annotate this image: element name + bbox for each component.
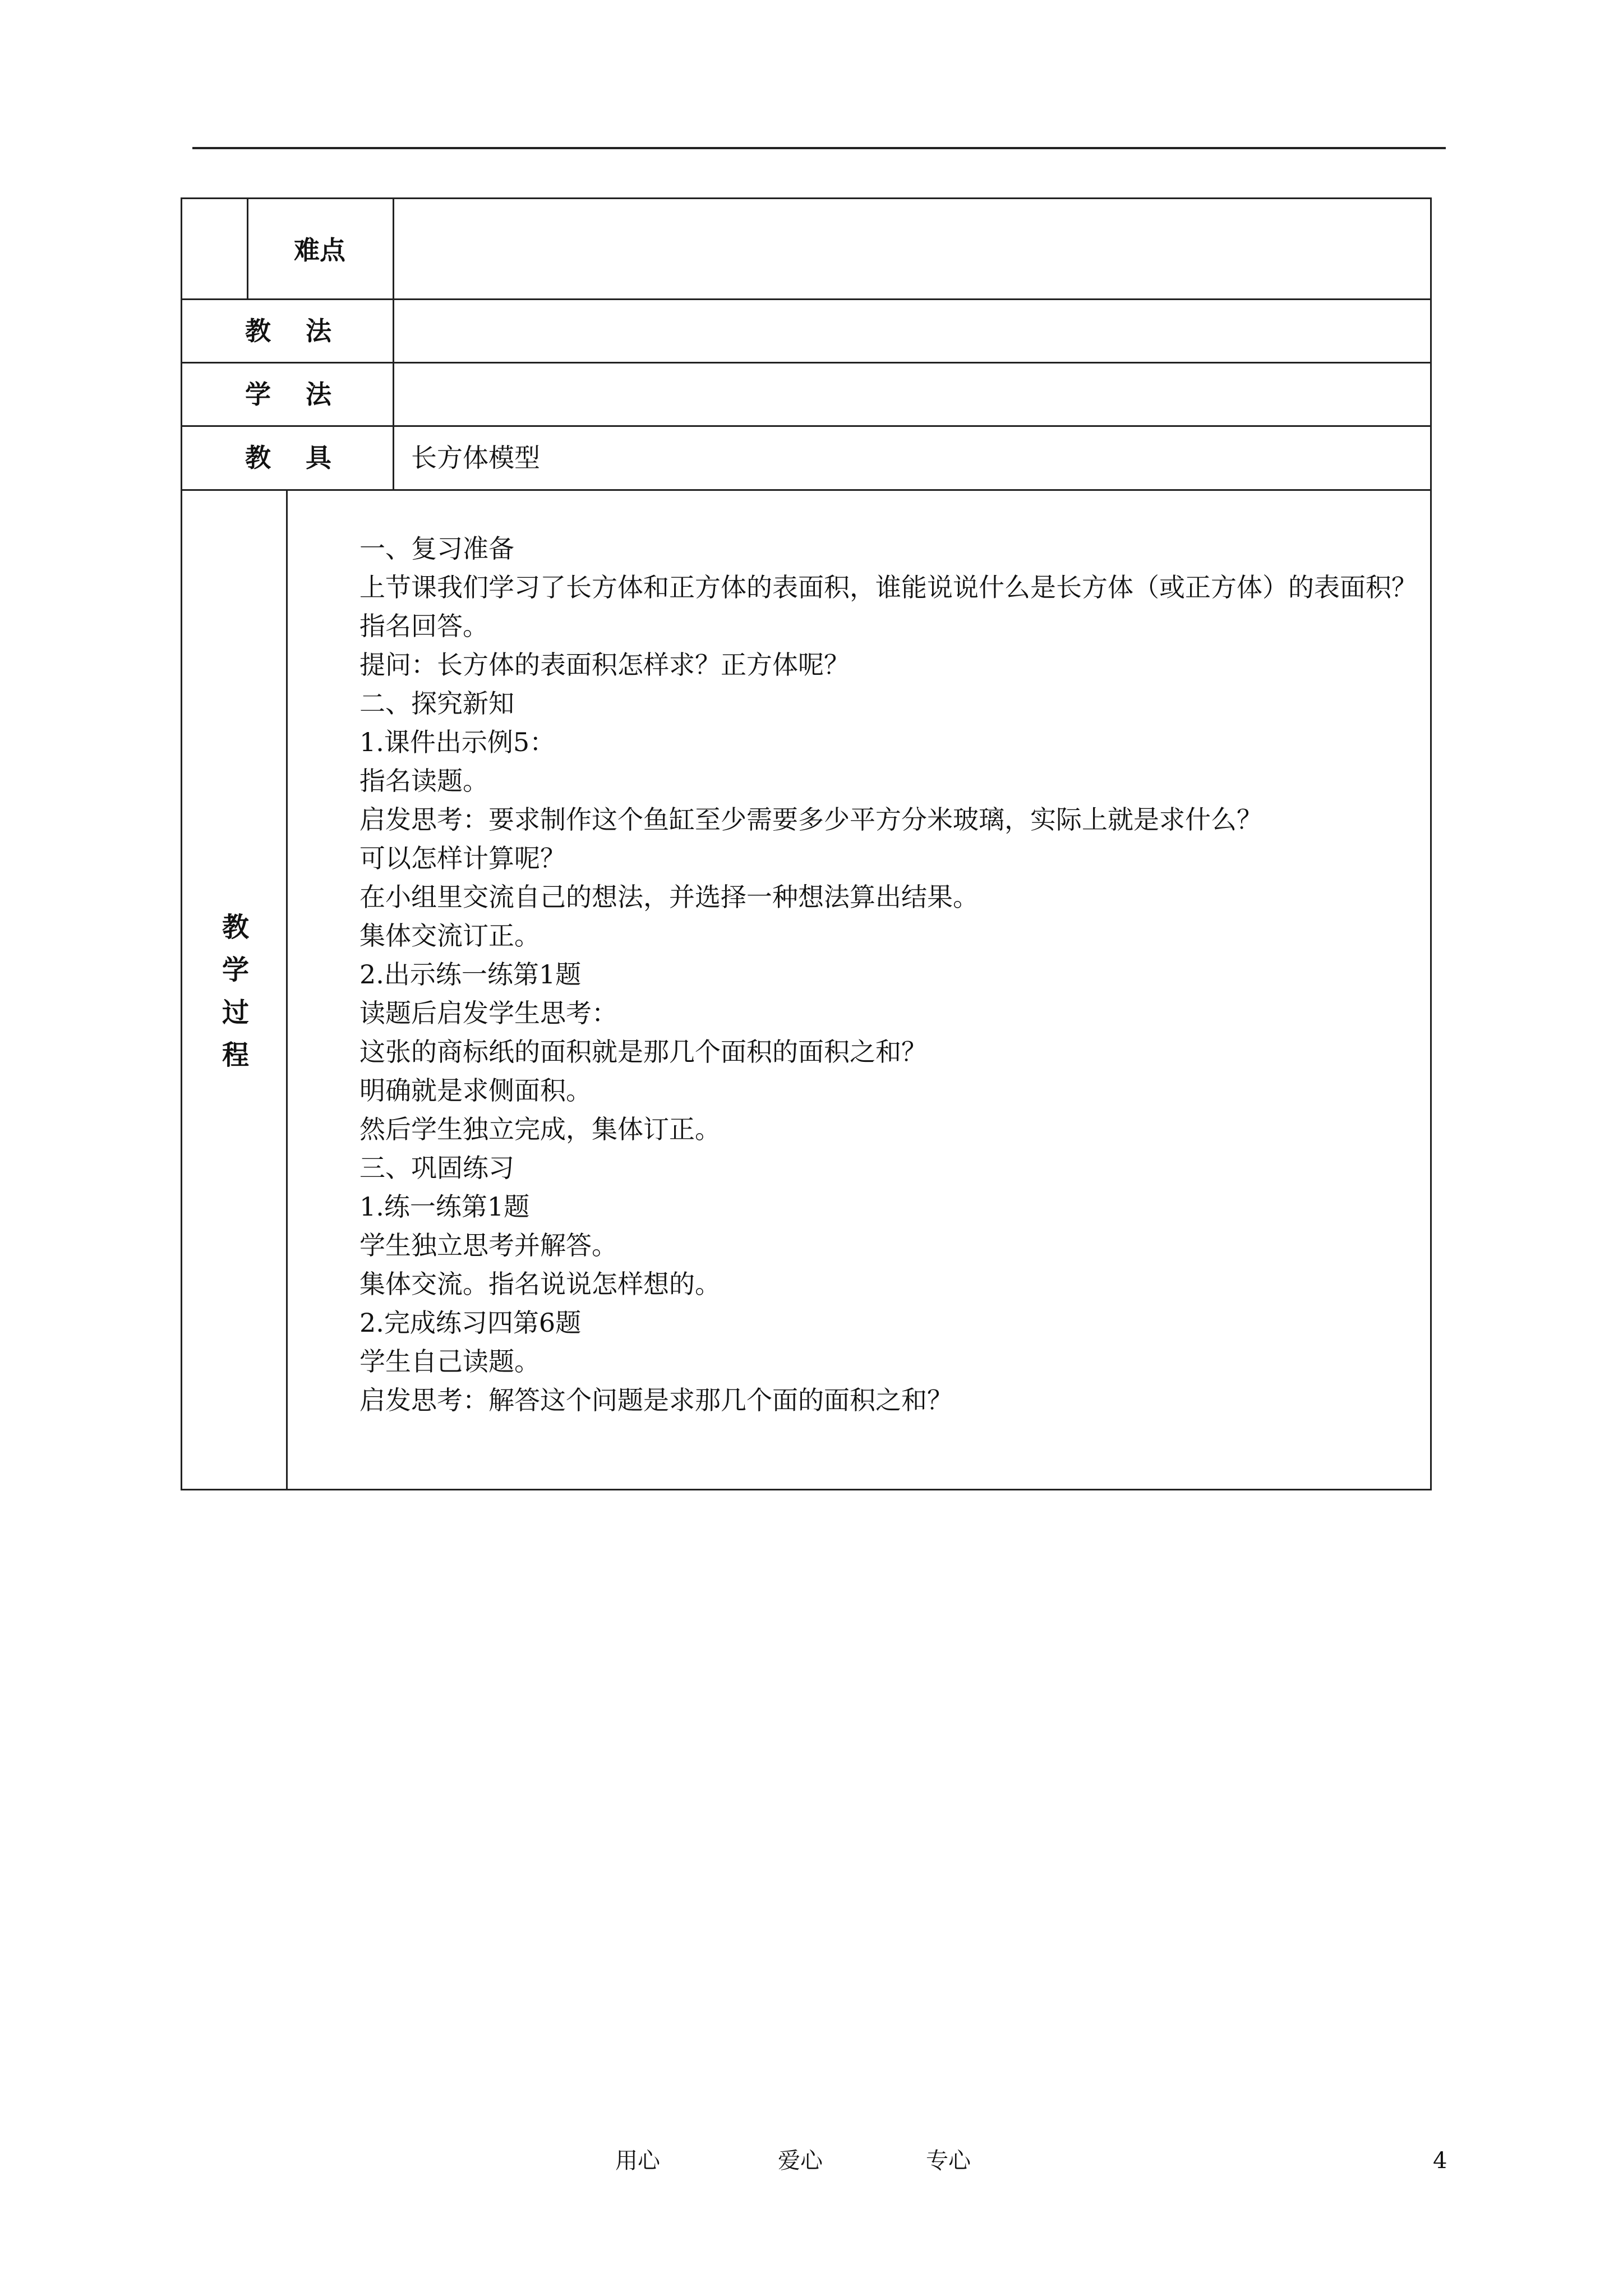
process-line: 可以怎样计算呢？ [359,843,566,873]
teaching-method-label: 教法 [245,316,366,346]
teaching-process-label [219,906,252,1076]
learning-method-label: 学法 [245,379,366,409]
process-line: 2.完成练习四第6题 [359,1308,582,1338]
process-line: 一、复习准备 [359,533,514,564]
difficulty-label: 难点 [294,235,345,265]
footer-motto-1: 用心 [615,2148,660,2174]
process-line: 提问：长方体的表面积怎样求？正方体呢？ [359,650,850,680]
process-label-char: 教 [222,912,249,943]
process-line: 启发思考：要求制作这个鱼缸至少需要多少平方分米玻璃，实际上就是求什么？ [359,804,1262,835]
process-line: 三、巩固练习 [359,1153,514,1183]
row-divider [181,298,1432,300]
process-line: 二、探究新知 [359,688,514,719]
teaching-aids-label: 教具 [245,443,366,473]
process-label-char: 过 [222,997,249,1028]
process-line: 上节课我们学习了长方体和正方体的表面积，谁能说说什么是长方体（或正方体）的表面积？ [359,572,1417,602]
column-divider [286,489,288,1490]
process-line: 在小组里交流自己的想法，并选择一种想法算出结果。 [359,882,979,912]
process-line: 集体交流。指名说说怎样想的。 [359,1269,721,1299]
process-line: 2.出示练一练第1题 [359,959,582,990]
header-rule [192,147,1446,149]
process-line: 学生独立思考并解答。 [359,1230,617,1260]
row-divider [181,362,1432,364]
process-line: 启发思考：解答这个问题是求那几个面的面积之和？ [359,1385,953,1415]
row-divider [181,489,1432,491]
process-line: 明确就是求侧面积。 [359,1075,592,1106]
teaching-process-content [302,530,1418,1420]
process-line: 读题后启发学生思考： [359,998,617,1028]
column-divider [247,197,248,300]
process-line: 指名读题。 [359,766,488,796]
teaching-aids-value: 长方体模型 [411,443,540,473]
process-label-char: 程 [222,1039,249,1071]
process-line: 这张的商标纸的面积就是那几个面积的面积之和？ [359,1037,927,1067]
process-line: 指名回答。 [359,611,488,641]
row-divider [181,425,1432,427]
process-line: 1.课件出示例5： [359,727,556,757]
footer-motto-2: 爱心 [778,2148,823,2174]
process-line: 然后学生独立完成，集体订正。 [359,1114,721,1144]
footer-motto-3: 专心 [926,2148,971,2174]
page-number: 4 [1433,2148,1447,2174]
process-label-char: 学 [222,954,249,986]
column-divider [393,197,394,490]
process-line: 集体交流订正。 [359,921,540,951]
process-line: 1.练一练第1题 [359,1191,530,1222]
process-line: 学生自己读题。 [359,1346,540,1377]
